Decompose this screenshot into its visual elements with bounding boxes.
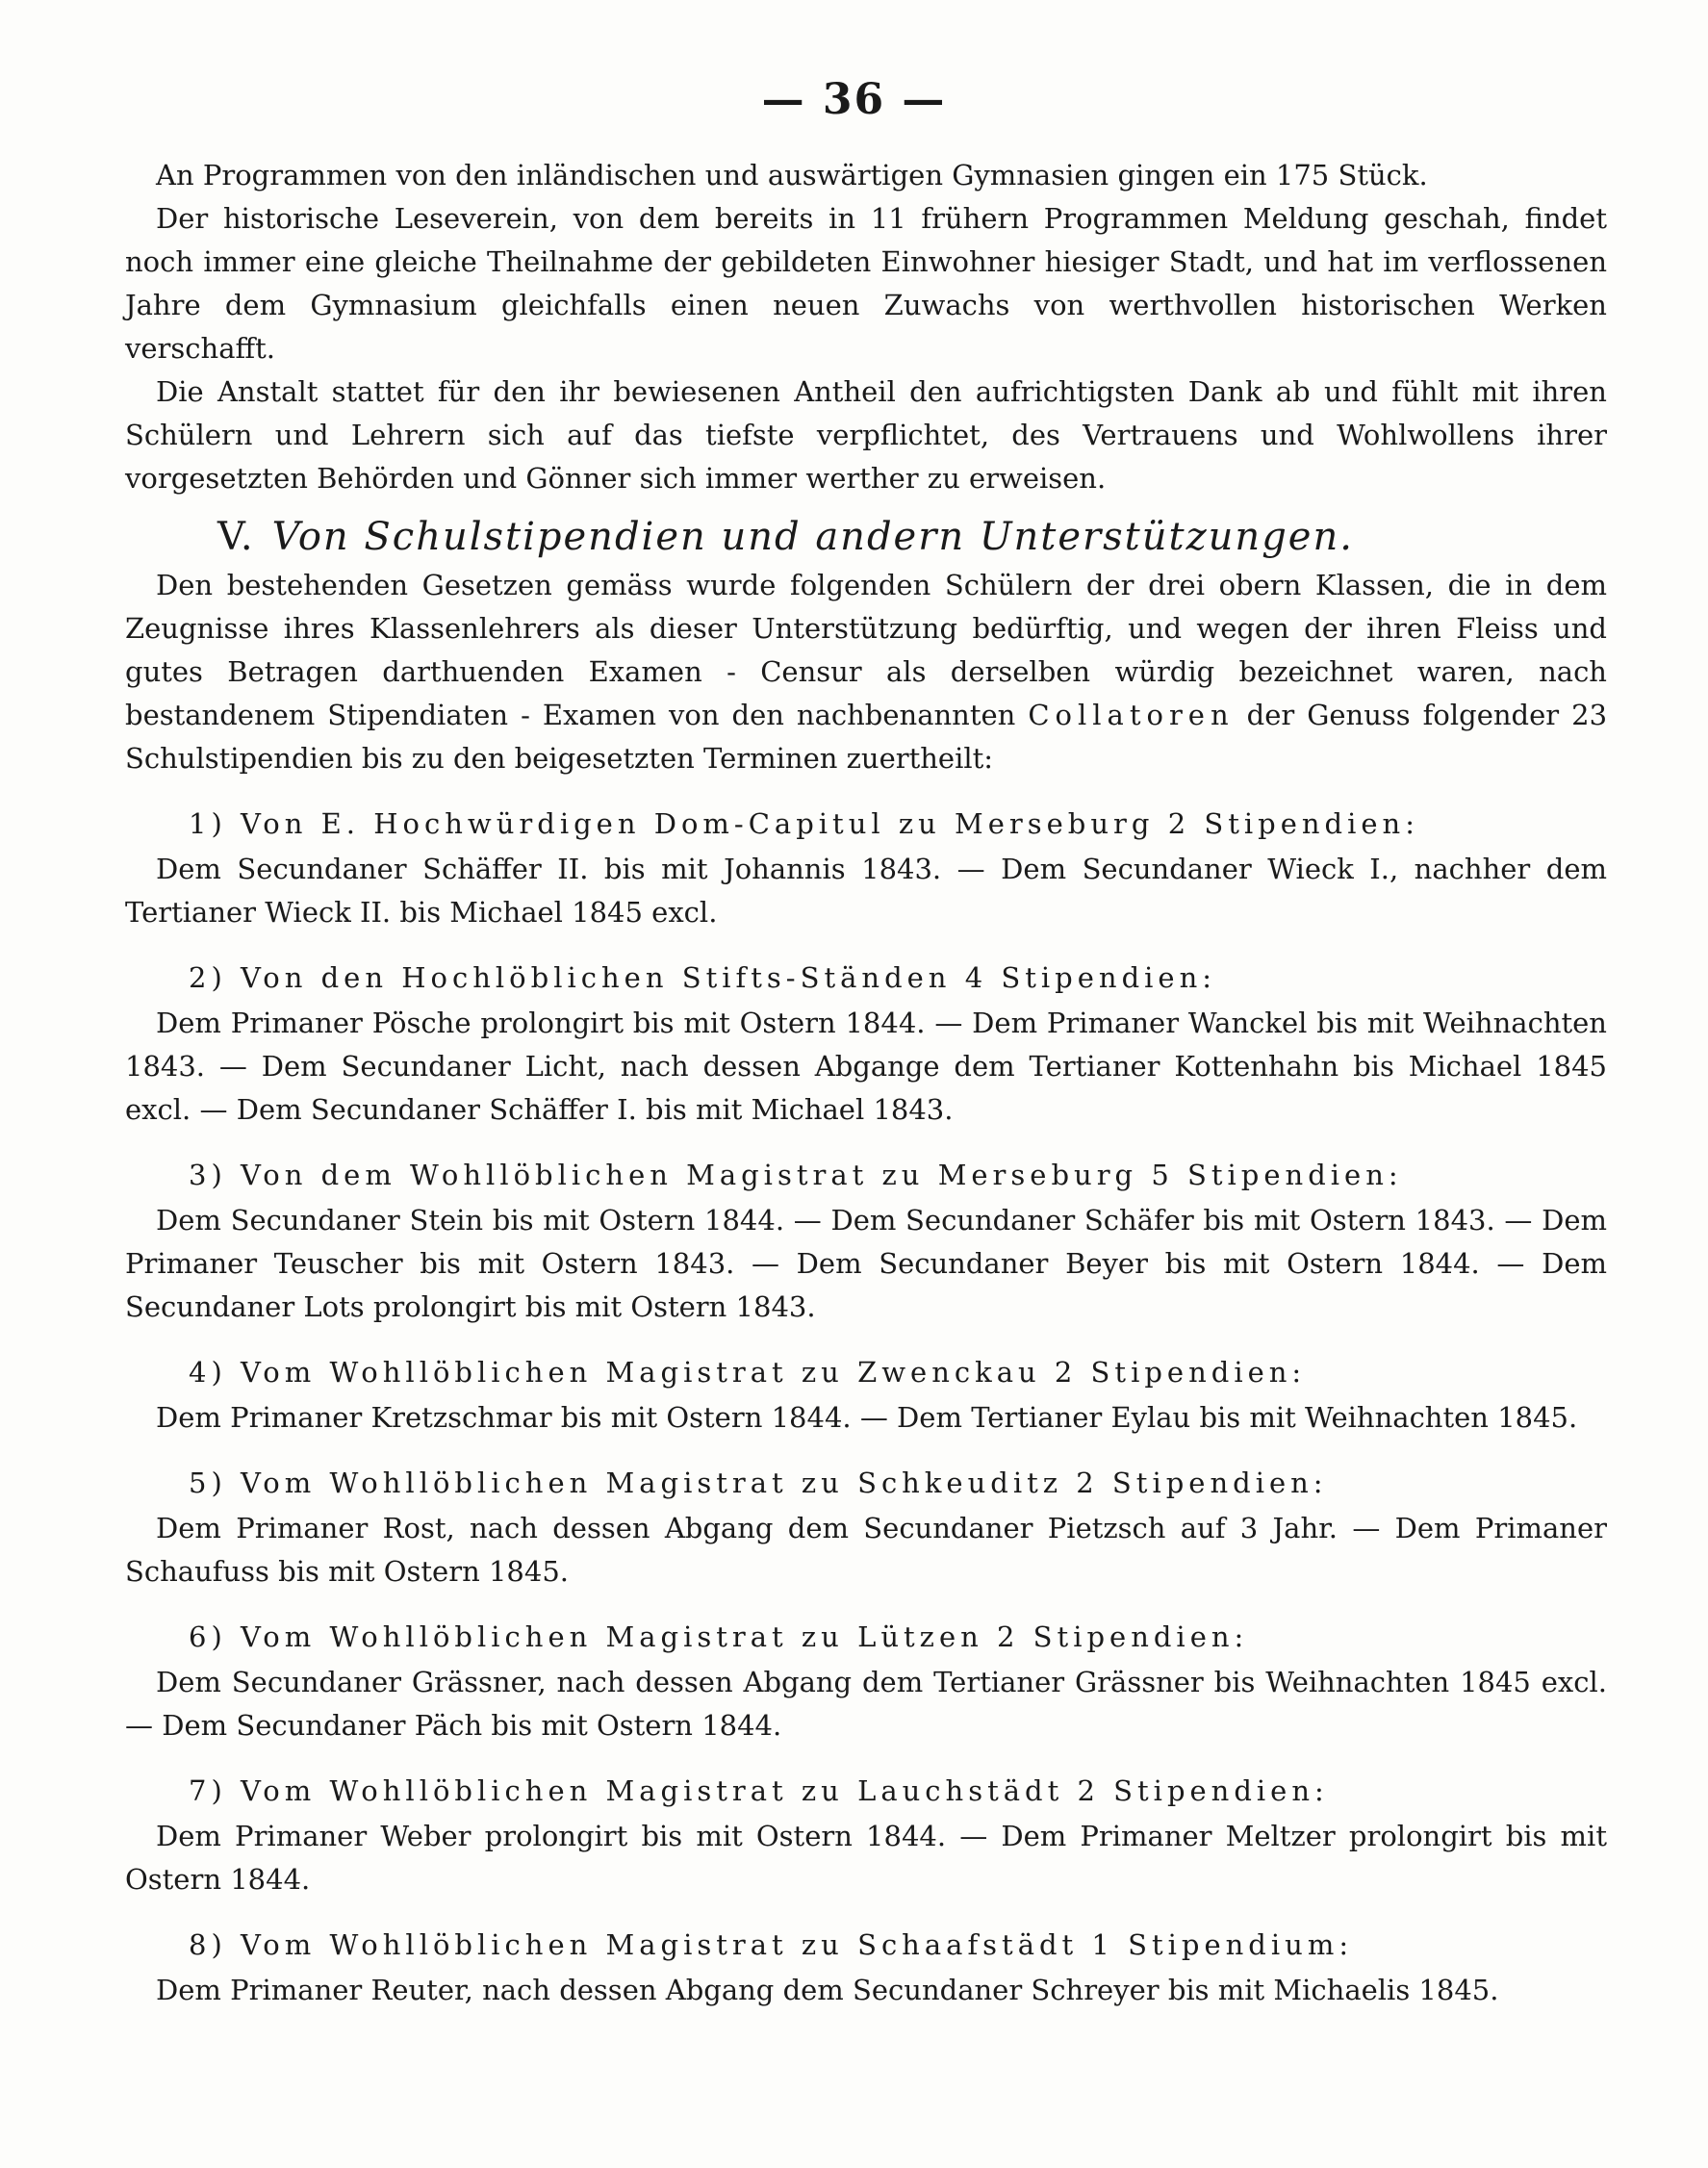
paragraph-reading-society: Der historische Leseverein, von dem bereits in 11 frühern Programmen Meldung geschah, findet noch immer eine gleiche Theilnahme der gebildeten Einwohner hiesiger Stadt, und hat im verflossenen Jahre dem Gymnasium gleichfalls einen neuen Zuwachs von werthvollen historischen Werken verschafft. bbox=[125, 202, 1607, 365]
section-number: V. bbox=[217, 515, 255, 559]
paragraph-programmes: An Programmen von den inländischen und auswärtigen Gymnasien gingen ein 175 Stück. bbox=[156, 159, 1428, 191]
section-heading bbox=[125, 510, 1607, 564]
stipend-text-6: Dem Secundaner Grässner, nach dessen Abgang dem Tertianer Grässner bis Weihnachten 1845 excl. — Dem Secundaner Päch bis mit Ostern 1844. bbox=[125, 1666, 1607, 1742]
stipend-text-2: Dem Primaner Pösche prolongirt bis mit Ostern 1844. — Dem Primaner Wanckel bis mit Weihnachten 1843. — Dem Secundaner Licht, nach dessen Abgange dem Tertianer Kottenhahn bis Michael 1845 excl. — Dem Secundaner Schäffer I. bis mit Michael 1843. bbox=[125, 1007, 1607, 1126]
section-intro-collatoren: Collatoren bbox=[1028, 699, 1235, 731]
stipend-text-8: Dem Primaner Reuter, nach dessen Abgang dem Secundaner Schreyer bis mit Michaelis 1845. bbox=[156, 1974, 1499, 2006]
section-intro-before: Den bestehenden Gesetzen gemäss wurde folgenden Schülern der drei obern Klassen, die in dem Zeugnisse ihres Klassenlehrers als dieser Unterstützung bedürftig, und wegen der ihren Fleiss und gutes Betragen darthuenden Examen - Censur als derselben würdig bezeichnet waren, nach bestandenem Stipendiaten - Examen von den nachbenannten bbox=[125, 569, 1607, 731]
stipend-heading-8: 8) Vom Wohllöblichen Magistrat zu Schaafstädt 1 Stipendium: bbox=[189, 1928, 1354, 1961]
stipend-heading-5: 5) Vom Wohllöblichen Magistrat zu Schkeuditz 2 Stipendien: bbox=[189, 1467, 1328, 1499]
stipend-text-7: Dem Primaner Weber prolongirt bis mit Ostern 1844. — Dem Primaner Meltzer prolongirt bis mit Ostern 1844. bbox=[125, 1820, 1607, 1896]
stipend-heading-4: 4) Vom Wohllöblichen Magistrat zu Zwenckau 2 Stipendien: bbox=[189, 1356, 1307, 1389]
stipend-text-4: Dem Primaner Kretzschmar bis mit Ostern 1844. — Dem Tertianer Eylau bis mit Weihnachten 1845. bbox=[156, 1401, 1578, 1434]
stipend-text-1: Dem Secundaner Schäffer II. bis mit Johannis 1843. — Dem Secundaner Wieck I., nachher dem Tertianer Wieck II. bis Michael 1845 excl. bbox=[125, 853, 1607, 929]
stipend-heading-2: 2) Von den Hochlöblichen Stifts-Ständen 4 Stipendien: bbox=[189, 961, 1217, 994]
page-number: — 36 — bbox=[761, 75, 947, 124]
section-intro bbox=[125, 564, 1607, 780]
paragraph-thanks: Die Anstalt stattet für den ihr bewiesenen Antheil den aufrichtigsten Dank ab und fühlt mit ihren Schülern und Lehrern sich auf das tiefste verpflichtet, des Vertrauens und Wohlwollens ihrer vorgesetzten Behörden und Gönner sich immer werther zu erweisen. bbox=[125, 375, 1607, 495]
stipend-heading-3: 3) Von dem Wohllöblichen Magistrat zu Merseburg 5 Stipendien: bbox=[189, 1159, 1403, 1191]
section-title: Von Schulstipendien und andern Unterstützungen. bbox=[271, 515, 1354, 559]
stipend-text-5: Dem Primaner Rost, nach dessen Abgang dem Secundaner Pietzsch auf 3 Jahr. — Dem Primaner Schaufuss bis mit Ostern 1845. bbox=[125, 1512, 1607, 1588]
section-intro-after: der Genuss folgender 23 Schulstipendien bis zu den beigesetzten Terminen zuertheilt: bbox=[125, 699, 1608, 775]
stipend-text-3: Dem Secundaner Stein bis mit Ostern 1844. — Dem Secundaner Schäfer bis mit Ostern 1843. — Dem Primaner Teuscher bis mit Ostern 1843. — Dem Secundaner Beyer bis mit Ostern 1844. — Dem Secundaner Lots prolongirt bis mit Ostern 1843. bbox=[125, 1204, 1607, 1323]
stipend-heading-7: 7) Vom Wohllöblichen Magistrat zu Lauchstädt 2 Stipendien: bbox=[189, 1774, 1329, 1807]
page-content bbox=[125, 154, 1607, 2012]
stipend-heading-6: 6) Vom Wohllöblichen Magistrat zu Lützen 2 Stipendien: bbox=[189, 1620, 1249, 1653]
stipend-heading-1: 1) Von E. Hochwürdigen Dom-Capitul zu Merseburg 2 Stipendien: bbox=[189, 807, 1420, 840]
